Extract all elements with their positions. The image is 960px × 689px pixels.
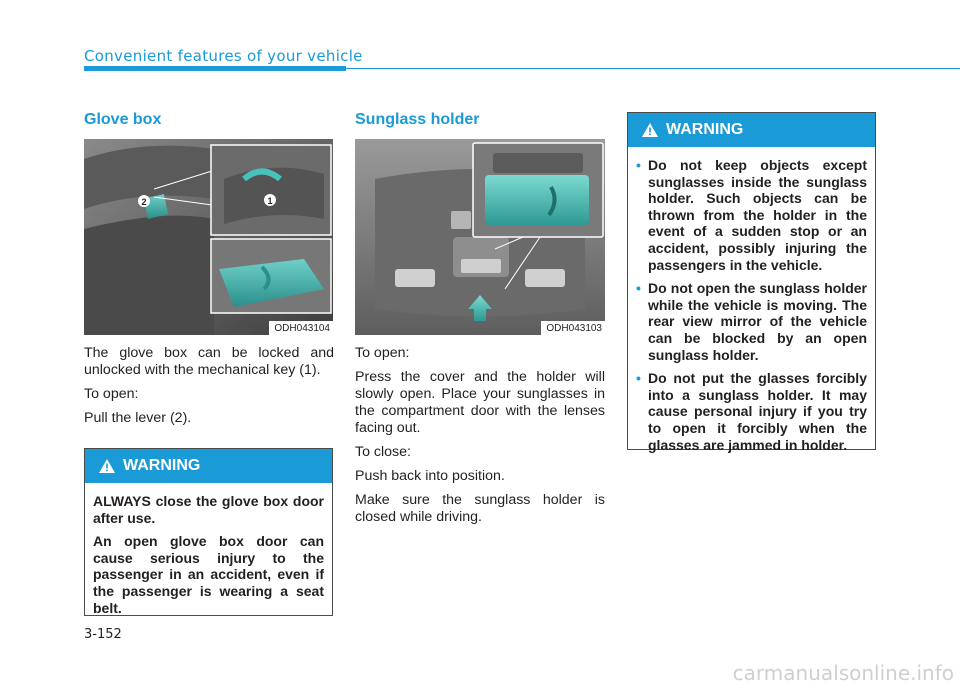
- warning-list-item: [636, 370, 867, 453]
- warning-item-text: Do not put the glasses forcibly into a sunglass holder. It may cause personal injury if you try to open it forcibly when the glasses are jammed in holder.: [648, 370, 867, 453]
- warning-item-text: Do not open the sunglass holder while the vehicle is moving. The rear view mirror of the vehicle can be blocked by an open sunglass holder.: [648, 280, 867, 363]
- warning-paragraph: An open glove box door can cause serious injury to the passenger in an accident, even if the passenger is wearing a seat belt.: [93, 533, 324, 616]
- watermark: carmanualsonline.info: [732, 661, 954, 685]
- warning-label: WARNING: [123, 457, 201, 474]
- sunglass-holder-paragraph: To close:: [355, 444, 411, 460]
- warning-paragraph: ALWAYS close the glove box door after use.: [93, 493, 324, 526]
- warning-list-item: [636, 280, 867, 363]
- sunglass-holder-photo: [355, 139, 605, 335]
- sunglass-holder-warning: [627, 112, 876, 453]
- sunglass-holder-paragraph: To open:: [355, 345, 410, 361]
- header-rule: [346, 68, 960, 69]
- warning-list-item: [636, 157, 867, 273]
- page-number: 3-152: [84, 627, 122, 642]
- section-header-title: Convenient features of your vehicle: [84, 47, 363, 65]
- callout-1-label: 1: [267, 196, 273, 206]
- warning-triangle-icon: [642, 123, 658, 137]
- glove-box-paragraph: Pull the lever (2).: [84, 410, 192, 426]
- glove-box-photo: [84, 139, 333, 335]
- sunglass-holder-paragraph: Make sure the sunglass holder is closed while driving.: [355, 492, 605, 525]
- warning-label: WARNING: [666, 121, 744, 138]
- warning-list: [636, 157, 867, 453]
- warning-body: [628, 147, 875, 468]
- sunglass-holder-photo-code: ODH043103: [541, 321, 605, 335]
- bullet-icon: •: [636, 370, 641, 387]
- sunglass-holder-paragraph: Push back into position.: [355, 468, 505, 484]
- glove-box-text: [84, 345, 334, 434]
- sunglass-holder-paragraph: Press the cover and the holder will slowly open. Place your sunglasses in the compartment door with the lenses facing out.: [355, 369, 605, 436]
- glove-box-warning: [84, 448, 333, 616]
- warning-header: [628, 113, 875, 147]
- glove-box-paragraph: The glove box can be locked and unlocked with the mechanical key (1).: [84, 345, 334, 378]
- bullet-icon: •: [636, 280, 641, 297]
- bullet-icon: •: [636, 157, 641, 173]
- warning-body: [85, 483, 332, 631]
- sunglass-holder-heading: Sunglass holder: [355, 111, 480, 128]
- warning-item-text: Do not keep objects except sunglasses inside the sunglass holder. Such objects can be thrown from the holder in the event of a sudden stop or an accident, possibly injuring the passengers in the vehicle.: [648, 157, 867, 273]
- sunglass-holder-text: [355, 345, 605, 533]
- glove-box-heading: Glove box: [84, 111, 162, 128]
- glove-box-paragraph: To open:: [84, 386, 139, 402]
- callout-2-label: 2: [141, 197, 147, 207]
- header-accent-bar: [84, 66, 346, 71]
- glove-box-photo-code: ODH043104: [269, 321, 333, 335]
- warning-triangle-icon: [99, 459, 115, 473]
- warning-header: [85, 449, 332, 483]
